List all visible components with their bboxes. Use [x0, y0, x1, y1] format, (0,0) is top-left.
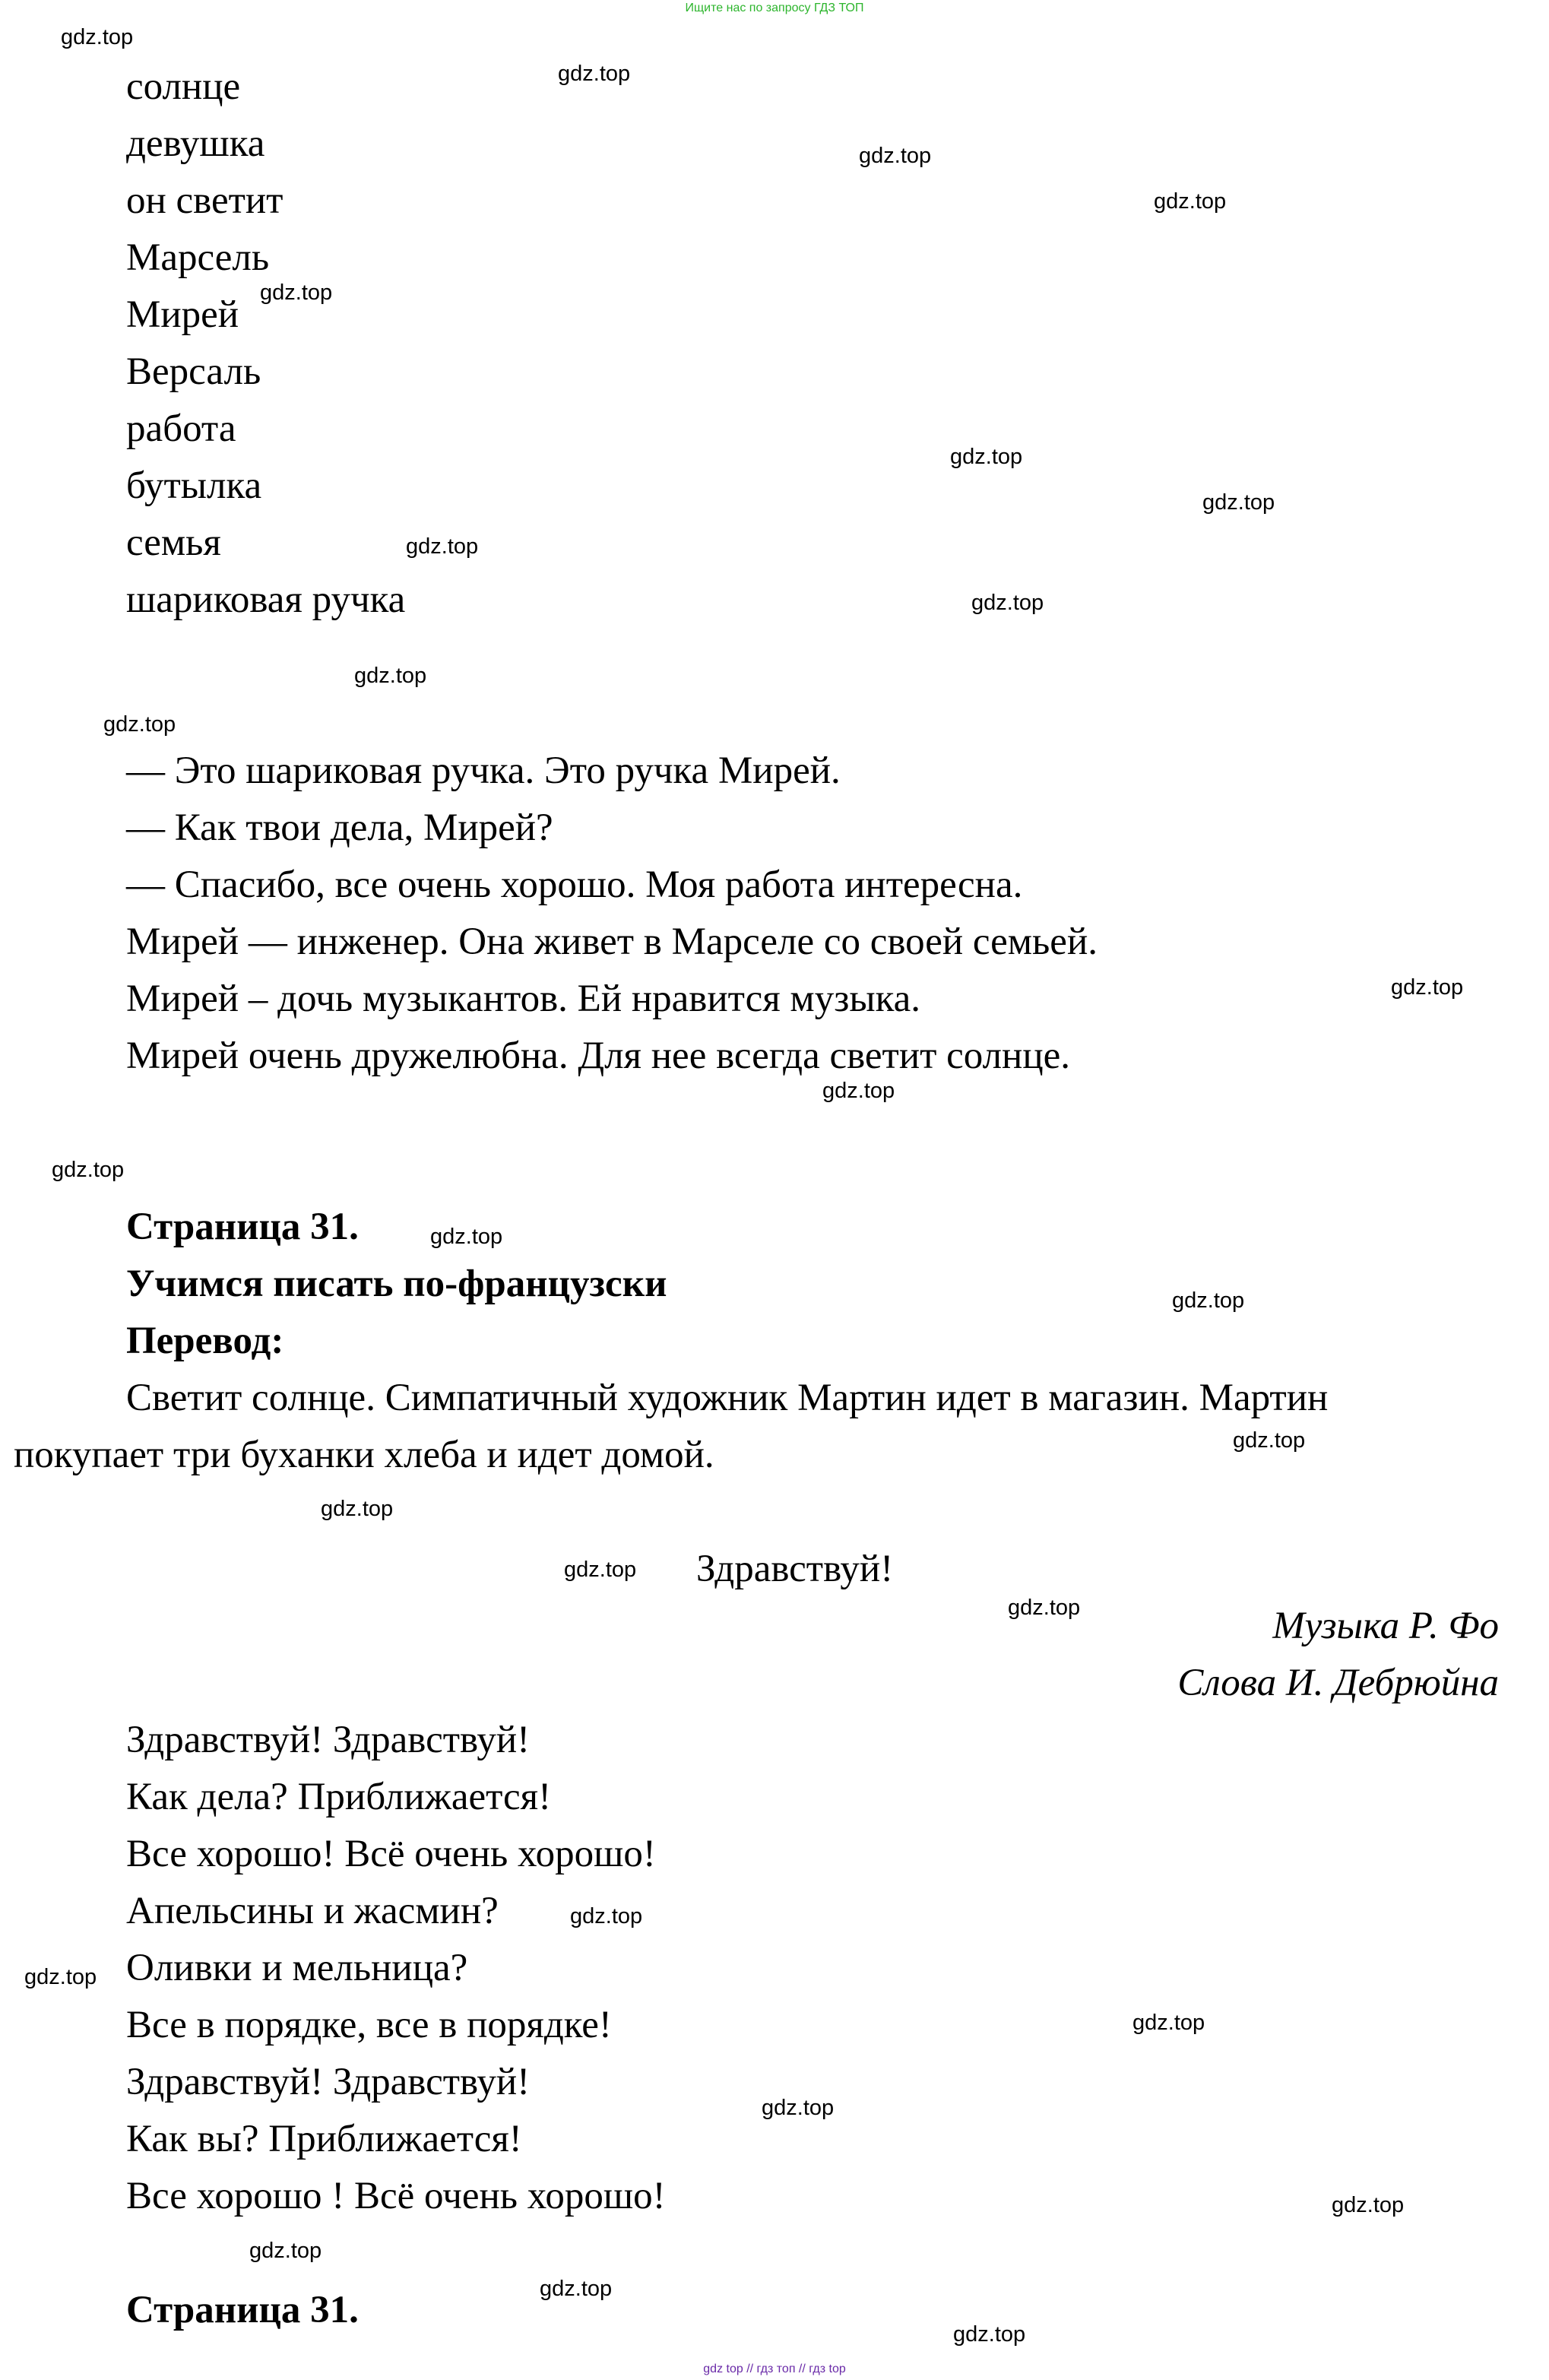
- song-line: Апельсины и жасмин?: [126, 1890, 499, 1932]
- dialogue-line: Мирей — инженер. Она живет в Марселе со своей семьей.: [126, 921, 1098, 963]
- watermark: gdz.top: [540, 2277, 613, 2301]
- section-title: Учимся писать по-французски: [126, 1263, 667, 1305]
- watermark: gdz.top: [953, 2322, 1026, 2347]
- paragraph-line: Светит солнце. Симпатичный художник Мартин идет в магазин. Мартин: [126, 1377, 1329, 1419]
- song-music-credit: Музыка Р. Фо: [1272, 1605, 1499, 1647]
- watermark: gdz.top: [762, 2096, 835, 2120]
- song-line: Все в порядке, все в порядке!: [126, 2004, 612, 2046]
- page-heading: Страница 31.: [126, 2289, 359, 2331]
- watermark: gdz.top: [249, 2239, 322, 2263]
- word-list-item: он светит: [126, 179, 284, 222]
- word-list-item: Марсель: [126, 236, 270, 279]
- watermark: gdz.top: [430, 1225, 503, 1249]
- watermark: gdz.top: [1391, 975, 1464, 1000]
- word-list-item: работа: [126, 407, 236, 450]
- song-lyrics-credit: Слова И. Дебрюйна: [1177, 1662, 1499, 1704]
- watermark: gdz.top: [1202, 490, 1275, 515]
- watermark: gdz.top: [52, 1158, 125, 1182]
- word-list-item: солнце: [126, 65, 241, 108]
- watermark: gdz.top: [859, 144, 932, 168]
- watermark: gdz.top: [61, 25, 134, 49]
- song-title: Здравствуй!: [696, 1548, 894, 1590]
- dialogue-line: Мирей – дочь музыкантов. Ей нравится музыка.: [126, 978, 921, 1020]
- watermark: gdz.top: [971, 591, 1044, 615]
- watermark: gdz.top: [1132, 2011, 1205, 2035]
- word-list-item: Мирей: [126, 293, 239, 336]
- word-list-item: семья: [126, 521, 221, 564]
- watermark: gdz.top: [103, 712, 176, 737]
- song-line: Все хорошо! Всё очень хорошо!: [126, 1833, 656, 1875]
- watermark: gdz.top: [24, 1965, 97, 1989]
- paragraph-line: покупает три буханки хлеба и идет домой.: [14, 1434, 714, 1476]
- watermark: gdz.top: [1332, 2193, 1405, 2217]
- dialogue-line: — Как твои дела, Мирей?: [126, 807, 553, 849]
- word-list-item: девушка: [126, 122, 265, 165]
- dialogue-line: Мирей очень дружелюбна. Для нее всегда светит солнце.: [126, 1035, 1071, 1077]
- song-line: Здравствуй! Здравствуй!: [126, 1719, 531, 1761]
- watermark: gdz.top: [558, 62, 631, 86]
- song-line: Все хорошо ! Всё очень хорошо!: [126, 2175, 666, 2217]
- word-list-item: бутылка: [126, 464, 262, 507]
- dialogue-line: — Спасибо, все очень хорошо. Моя работа интересна.: [126, 864, 1023, 906]
- top-banner: Ищите нас по запросу ГДЗ ТОП: [685, 2, 864, 14]
- watermark: gdz.top: [570, 1904, 643, 1928]
- word-list-item: шариковая ручка: [126, 578, 406, 621]
- bottom-banner: gdz top // гдз топ // гдз top: [703, 2363, 846, 2375]
- word-list-item: Версаль: [126, 350, 261, 393]
- section-subtitle: Перевод:: [126, 1320, 284, 1362]
- page-heading: Страница 31.: [126, 1206, 359, 1248]
- song-line: Здравствуй! Здравствуй!: [126, 2061, 531, 2103]
- watermark: gdz.top: [1008, 1596, 1081, 1620]
- dialogue-line: — Это шариковая ручка. Это ручка Мирей.: [126, 749, 841, 792]
- watermark: gdz.top: [950, 445, 1023, 469]
- song-line: Оливки и мельница?: [126, 1947, 468, 1989]
- watermark: gdz.top: [1233, 1428, 1306, 1453]
- watermark: gdz.top: [822, 1079, 895, 1103]
- song-line: Как дела? Приближается!: [126, 1776, 552, 1818]
- song-line: Как вы? Приближается!: [126, 2118, 522, 2160]
- watermark: gdz.top: [354, 664, 427, 688]
- watermark: gdz.top: [321, 1497, 394, 1521]
- watermark: gdz.top: [1154, 189, 1227, 214]
- watermark: gdz.top: [406, 534, 479, 559]
- watermark: gdz.top: [1172, 1288, 1245, 1313]
- watermark: gdz.top: [564, 1558, 637, 1582]
- watermark: gdz.top: [260, 280, 333, 305]
